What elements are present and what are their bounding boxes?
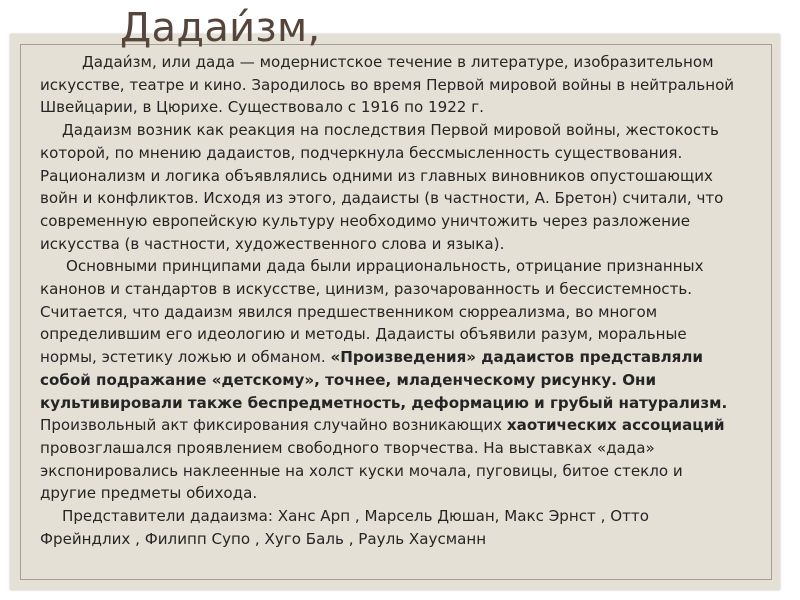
paragraph-origins: Дадаизм возник как реакция на последствия Первой мировой войны, жестокость которой, по мнению дадаистов, подчеркнула бессмысленность существования. Рационализм и логика объявлялись одними из главных виновников опустошающих войн и конфликтов. Исходя из этого, дадаисты (в частности, А. Бретон) считали, что современную европейскую культуру необходимо уничтожить через разложение искусства (в частности, художественного слова и языка). bbox=[40, 121, 724, 253]
paragraph-definition: Дадаи́зм, или дада — модернистское течение в литературе, изобразительном искусстве, театре и кино. Зародилось во время Первой мировой войны в нейтральной Швейцарии, в Цюрихе. Существовало с 1916 по 1922 г. bbox=[40, 53, 735, 117]
principles-text-continued: Произвольный акт фиксирования случайно возникающих bbox=[40, 416, 503, 435]
principles-bold-text: «Произведения» дадаистов представляли собой подражание «детскому», точнее, младенческому рисунку. Они культивировали также беспредметность, деформацию и грубый натурализм. bbox=[40, 348, 728, 412]
exhibitions-text: провозглашался проявлением свободного творчества. На выставках «дада» экспонировались наклеенные на холст куски мочала, пуговицы, битое стекло и другие предметы обихода. bbox=[40, 438, 683, 503]
principles-text: Основными принципами дада были иррациональность, отрицание признанных канонов и стандартов в искусстве, цинизм, разочарованность и бессистемность. Считается, что дадаизм явился предшественником сюрреализма, во многом определившим его идеологию и методы. Дадаисты объявили разум, моральные нормы, эстетику ложью и обманом. bbox=[40, 257, 704, 367]
chaotic-associations-text: хаотических ассоциаций bbox=[506, 416, 725, 435]
paragraph-principles bbox=[40, 255, 740, 505]
body-text bbox=[40, 51, 740, 550]
slide-title: Дадаи́зм, bbox=[120, 5, 321, 51]
paragraph-representatives: Представители дадаизма: Ханс Арп , Марсель Дюшан, Макс Эрнст , Отто Фрейндлих , Филипп Супо , Хуго Баль , Рауль Хаусманн bbox=[40, 507, 649, 548]
